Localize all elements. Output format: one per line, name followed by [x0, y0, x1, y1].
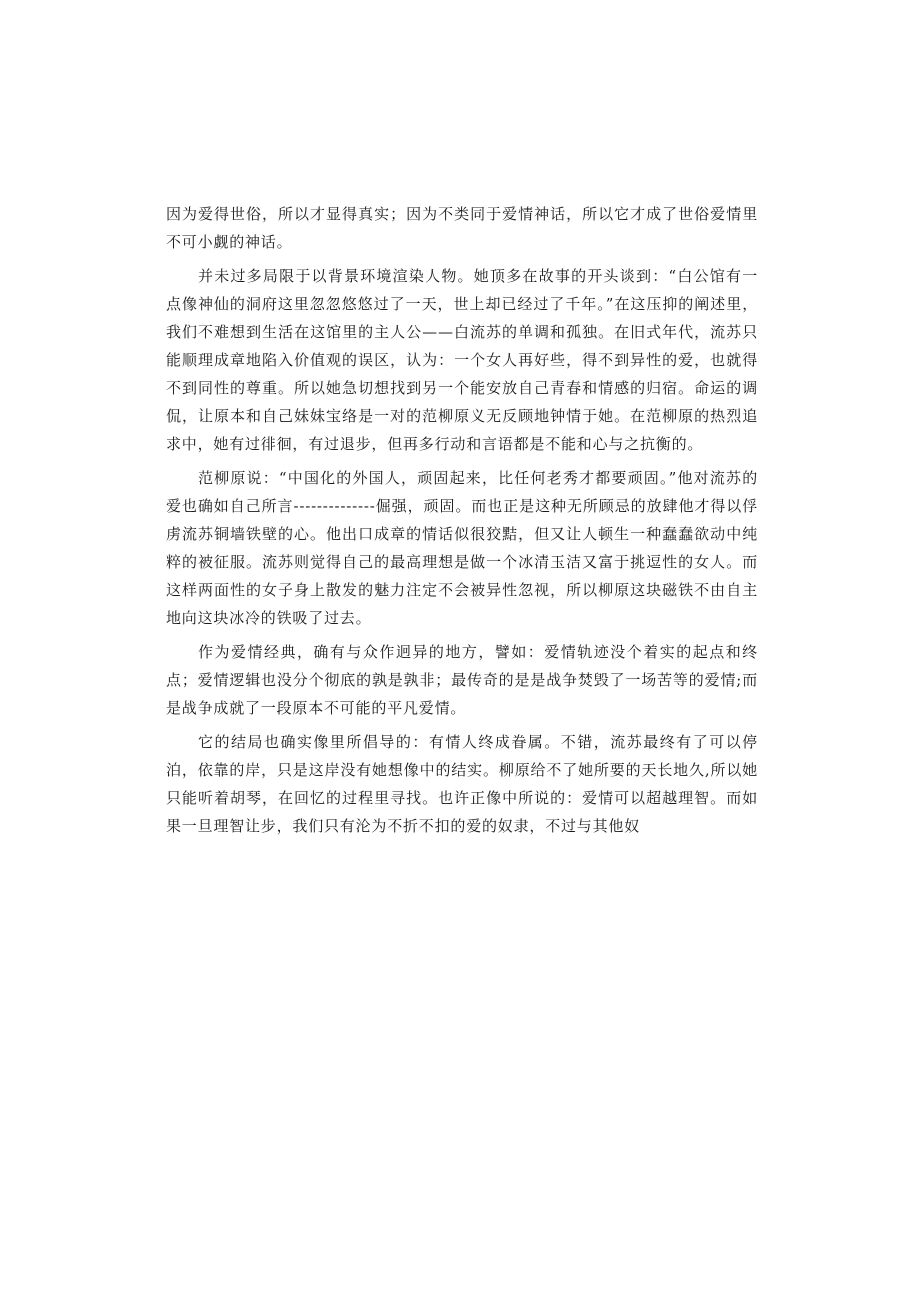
paragraph-4: 作为爱情经典，确有与众作迥异的地方，譬如：爱情轨迹没个着实的起点和终点；爱情逻辑也没分个彻底的孰是孰非；最传奇的是是战争焚毁了一场苦等的爱情;而是战争成就了一段原本不可能的平凡爱情。 — [166, 643, 758, 717]
paragraph-3: 范柳原说：“中国化的外国人，顽固起来，比任何老秀才都要顽固。”他对流苏的爱也确如自己所言--------------倔强，顽固。而也正是这种无所顾忌的放肆他才得以俘虏流苏铜墙铁壁的心。他出口成章的情话似很狡黠，但又让人顿生一种蠢蠢欲动中纯粹的被征服。流苏则觉得自己的最高理想是做一个冰清玉洁又富于挑逗性的女人。而这样两面性的女子身上散发的魅力注定不会被异性忽视，所以柳原这块磁铁不由自主地向这块冰冷的铁吸了过去。 — [166, 469, 758, 627]
paragraph-1: 因为爱得世俗，所以才显得真实；因为不类同于爱情神话，所以它才成了世俗爱情里不可小觑的神话。 — [166, 205, 758, 251]
paragraph-5: 它的结局也确实像里所倡导的：有情人终成眷属。不错，流苏最终有了可以停泊，依靠的岸，只是这岸没有她想像中的结实。柳原给不了她所要的天长地久,所以她只能听着胡琴，在回忆的过程里寻找。也许正像中所说的：爱情可以超越理智。而如果一旦理智让步，我们只有沦为不折不扣的爱的奴隶，不过与其他奴 — [166, 733, 758, 835]
body-text — [166, 200, 758, 846]
paragraph-2: 并未过多局限于以背景环境渲染人物。她顶多在故事的开头谈到：“白公馆有一点像神仙的洞府这里忽忽悠悠过了一天，世上却已经过了千年。”在这压抑的阐述里，我们不难想到生活在这馆里的主人公——白流苏的单调和孤独。在旧式年代，流苏只能顺理成章地陷入价值观的误区，认为：一个女人再好些，得不到异性的爱，也就得不到同性的尊重。所以她急切想找到另一个能安放自己青春和情感的归宿。命运的调侃，让原本和自己妹妹宝络是一对的范柳原义无反顾地钟情于她。在范柳原的热烈追求中，她有过徘徊，有过退步，但再多行动和言语都是不能和心与之抗衡的。 — [166, 267, 758, 453]
